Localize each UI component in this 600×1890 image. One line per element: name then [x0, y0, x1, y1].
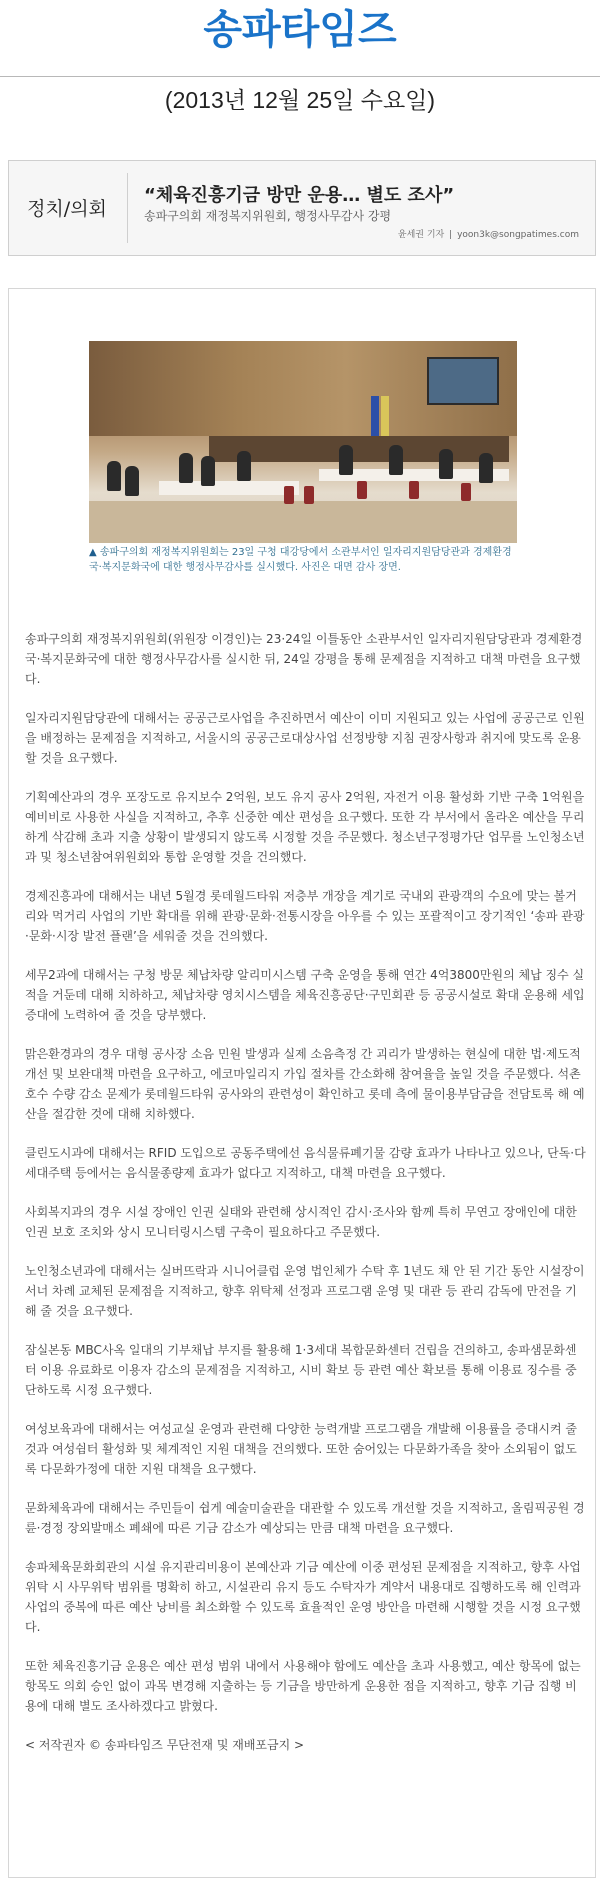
photo-person [179, 453, 193, 483]
photo-floor [89, 501, 517, 543]
photo-flag [381, 396, 389, 441]
photo-person [237, 451, 251, 481]
article-paragraph: 송파구의회 재정복지위원회(위원장 이경인)는 23·24일 이틀동안 소관부서인 일자리지원담당관과 경제환경국·복지문화국에 대한 행정사무감사를 실시한 뒤, 24일 강평을 통해 문제점을 지적하고 대책 마련을 요구했다. [25, 632, 583, 686]
photo-person [125, 466, 139, 496]
caption-text: 송파구의회 재정복지위원회는 23일 구청 대강당에서 소관부서인 일자리지원담당관과 경제환경국·복지문화국에 대한 행정사무감사를 실시했다. 사진은 대면 감사 장면. [89, 547, 512, 573]
photo-person [339, 445, 353, 475]
article-paragraph: 사회복지과의 경우 시설 장애인 인권 실태와 관련해 상시적인 감시·조사와 함께 특히 무연고 장애인에 대한 인권 보호 조치와 상시 모니터링시스템 구축이 필요하다고 주문했다. [25, 1205, 577, 1239]
photo-table [159, 481, 299, 495]
caption-marker: ▲ [89, 547, 97, 558]
photo-person [201, 456, 215, 486]
article-paragraph: 클린도시과에 대해서는 RFID 도입으로 공동주택에선 음식물류폐기물 감량 효과가 나타나고 있으나, 단독·다세대주택 등에서는 음식물종량제 효과가 없다고 지적하고, 대책 마련을 요구했다. [25, 1146, 586, 1180]
article-paragraph: 송파체육문화회관의 시설 유지관리비용이 본예산과 기금 예산에 이중 편성된 문제점을 지적하고, 향후 사업 위탁 시 사무위탁 범위를 명확히 하고, 시설관리 유지 등도 수탁자가 계약서 내용대로 집행하도록 해 인력과 사업의 중복에 따른 예산 낭비를 최소화할 수 있도록 효율적인 운영 방안을 마련해 시행할 것을 시정 요구했다. [25, 1560, 581, 1634]
headline-box [8, 160, 596, 256]
article-paragraph: 잠실본동 MBC사옥 일대의 기부채납 부지를 활용해 1·3세대 복합문화센터 건립을 건의하고, 송파샘문화센터 이용 유료화로 이용자 감소의 문제점을 지적하고, 시비 확보 등 관련 예산 확보를 통해 이용료 징수를 중단하도록 시정 요구했다. [25, 1343, 577, 1397]
article-container [8, 288, 596, 1878]
photo-caption [89, 545, 519, 575]
section-label: 정치/의회 [27, 198, 107, 220]
publish-date: (2013년 12월 25일 수요일) [164, 87, 436, 113]
article-paragraph: 세무2과에 대해서는 구청 방문 체납차량 알리미시스템 구축 운영을 통해 연간 4억3800만원의 체납 징수 실적을 거둔데 대해 치하하고, 체납차량 영치시스템을 체육진흥공단·구민회관 등 공공시설로 확대 운용해 세입 증대에 노력하여 줄 것을 당부했다. [25, 968, 585, 1022]
photo-flag [371, 396, 379, 441]
copyright-notice: < 저작권자 © 송파타임즈 무단전재 및 재배포금지 > [25, 1738, 305, 1752]
byline [396, 227, 579, 240]
photo-screen [427, 357, 499, 405]
masthead [0, 0, 600, 113]
masthead-divider [0, 76, 600, 77]
article-paragraph: 노인청소년과에 대해서는 실버뜨락과 시니어클럽 운영 법인체가 수탁 후 1년도 채 안 된 기간 동안 시설장이 서너 차례 교체된 문제점을 지적하고, 향후 위탁체 선정과 프로그램 운영 및 대관 등 관리 감독에 만전을 기해 줄 것을 요구했다. [25, 1264, 585, 1318]
article-paragraph: 일자리지원담당관에 대해서는 공공근로사업을 추진하면서 예산이 이미 지원되고 있는 사업에 공공근로 인원을 배정하는 문제점을 지적하고, 서울시의 공공근로대상사업 선정방향 지침 권장사항과 취지에 맞도록 운용할 것을 요구했다. [25, 711, 585, 765]
article-paragraph: 여성보육과에 대해서는 여성교실 운영과 관련해 다양한 능력개발 프로그램을 개발해 이용률을 증대시켜 줄 것과 여성쉼터 활성화 및 체계적인 지원 대책을 건의했다. 또한 숨어있는 다문화가족을 찾아 소외됨이 없도록 다문화가정에 대한 지원 대책을 요구했다. [25, 1422, 578, 1476]
photo-dais [209, 436, 509, 462]
photo-person [439, 449, 453, 479]
photo-chair [461, 483, 471, 501]
article-photo [89, 341, 517, 543]
photo-chair [304, 486, 314, 504]
article-paragraph: 문화체육과에 대해서는 주민들이 쉽게 예술미술관을 대관할 수 있도록 개선할 것을 지적하고, 올림픽공원 경륜·경정 장외발매소 폐쇄에 따른 기금 감소가 예상되는 만큼 대책 마련을 요구했다. [25, 1501, 585, 1535]
article-paragraph: 기획예산과의 경우 포장도로 유지보수 2억원, 보도 유지 공사 2억원, 자전거 이용 활성화 기반 구축 1억원을 예비비로 사용한 사실을 지적하고, 추후 신중한 예산 편성을 요구했다. 또한 각 부서에서 올라온 예산을 무리하게 삭감해 초과 지출 상황이 발생되지 않도록 시정할 것을 주문했다. 청소년구정평가단 업무를 노인청소년과 및 청소년참여위원회와 통합 운영할 것을 건의했다. [25, 790, 585, 864]
reporter-email[interactable]: yoon3k@songpatimes.com [457, 230, 579, 240]
photo-person [107, 461, 121, 491]
headline-divider [127, 173, 128, 243]
article-title: “체육진흥기금 방만 운용… 별도 조사” [144, 185, 455, 206]
photo-person [479, 453, 493, 483]
reporter-name: 윤세권 기자 [397, 230, 445, 240]
article-subtitle: 송파구의회 재정복지위원회, 행정사무감사 강평 [144, 209, 392, 223]
article-paragraph: 맑은환경과의 경우 대형 공사장 소음 민원 발생과 실제 소음측정 간 괴리가 발생하는 현실에 대한 법·제도적 개선 및 보완대책 마련을 요구하고, 에코마일리지 가입 절차를 간소화해 참여율을 높일 것을 주문했다. 석촌호수 수량 감소 문제가 롯데월드타워 공사와의 관련성이 확인하고 롯데 측에 물이용부담금을 전담토록 해 예산을 절감한 것에 대해 치하했다. [25, 1047, 585, 1121]
site-logo[interactable]: 송파타임즈 [203, 7, 397, 53]
photo-person [389, 445, 403, 475]
article-paragraph: 또한 체육진흥기금 운용은 예산 편성 범위 내에서 사용해야 함에도 예산을 초과 사용했고, 예산 항목에 없는 항목도 의회 승인 없이 과목 변경해 지출하는 등 기금을 방만하게 운용한 점을 지적하고, 향후 기금 집행 비용에 대해 별도 조사하겠다고 밝혔다. [25, 1659, 581, 1713]
photo-chair [284, 486, 294, 504]
byline-separator: | [449, 230, 453, 240]
article-paragraph: 경제진흥과에 대해서는 내년 5월경 롯데월드타워 저층부 개장을 계기로 국내외 관광객의 수요에 맞는 볼거리와 먹거리 사업의 기반 확대를 위해 관광·문화·전통시장을 아우를 수 있는 포괄적이고 장기적인 ‘송파 관광·문화·시장 발전 플랜’을 세워줄 것을 건의했다. [25, 889, 585, 943]
article-body [25, 629, 587, 1774]
photo-chair [357, 481, 367, 499]
photo-chair [409, 481, 419, 499]
